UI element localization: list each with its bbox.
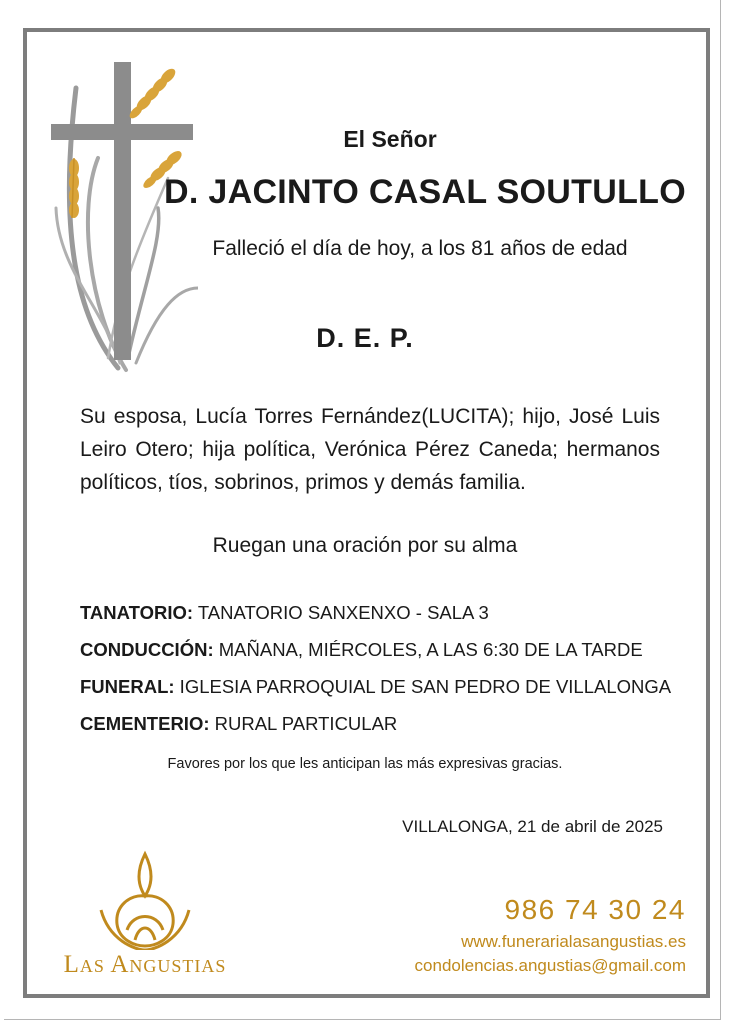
place-and-date: VILLALONGA, 21 de abril de 2025 <box>402 817 663 836</box>
detail-label: TANATORIO: <box>80 602 194 623</box>
prayer-request: Ruegan una oración por su alma <box>212 534 518 557</box>
detail-value: TANATORIO SANXENXO - SALA 3 <box>193 602 489 623</box>
detail-value: IGLESIA PARROQUIAL DE SAN PEDRO DE VILLALONGA <box>174 676 672 697</box>
logo-word: NGUSTIAS <box>129 956 227 976</box>
detail-value: RURAL PARTICULAR <box>209 713 398 734</box>
detail-value: MAÑANA, MIÉRCOLES, A LAS 6:30 DE LA TARDE <box>213 639 643 660</box>
detail-tanatorio <box>80 600 700 637</box>
detail-label: CONDUCCIÓN: <box>80 639 214 660</box>
detail-funeral <box>80 674 700 711</box>
logo-word: AS <box>79 956 111 976</box>
logo-initial: A <box>110 951 130 978</box>
rest-in-peace: D. E. P. <box>316 323 414 353</box>
detail-cementerio <box>80 711 700 748</box>
cross-with-wheat-icon <box>48 58 198 378</box>
detail-conduccion <box>80 637 700 674</box>
detail-label: CEMENTERIO: <box>80 713 210 734</box>
thanks-note: Favores por los que les anticipan las más expresivas gracias. <box>167 756 563 772</box>
las-angustias-logo-icon <box>95 850 195 950</box>
website-link[interactable]: www.funerarialasangustias.es <box>461 932 686 951</box>
deceased-name: D. JACINTO CASAL SOUTULLO <box>164 173 686 211</box>
detail-label: FUNERAL: <box>80 676 175 697</box>
honorific-title: El Señor <box>343 126 437 152</box>
email-link[interactable]: condolencias.angustias@gmail.com <box>414 956 686 975</box>
phone-number: 986 74 30 24 <box>504 894 686 925</box>
family-list: Su esposa, Lucía Torres Fernández(LUCITA); hijo, José Luis Leiro Otero; hija política, Verónica Pérez Caneda; hermanos políticos, tíos, sobrinos, primos y demás familia. <box>80 405 660 494</box>
service-details <box>80 600 700 748</box>
logo-initial: L <box>63 951 80 978</box>
death-announcement: Falleció el día de hoy, a los 81 años de edad <box>212 237 628 260</box>
logo-wordmark <box>40 951 250 979</box>
